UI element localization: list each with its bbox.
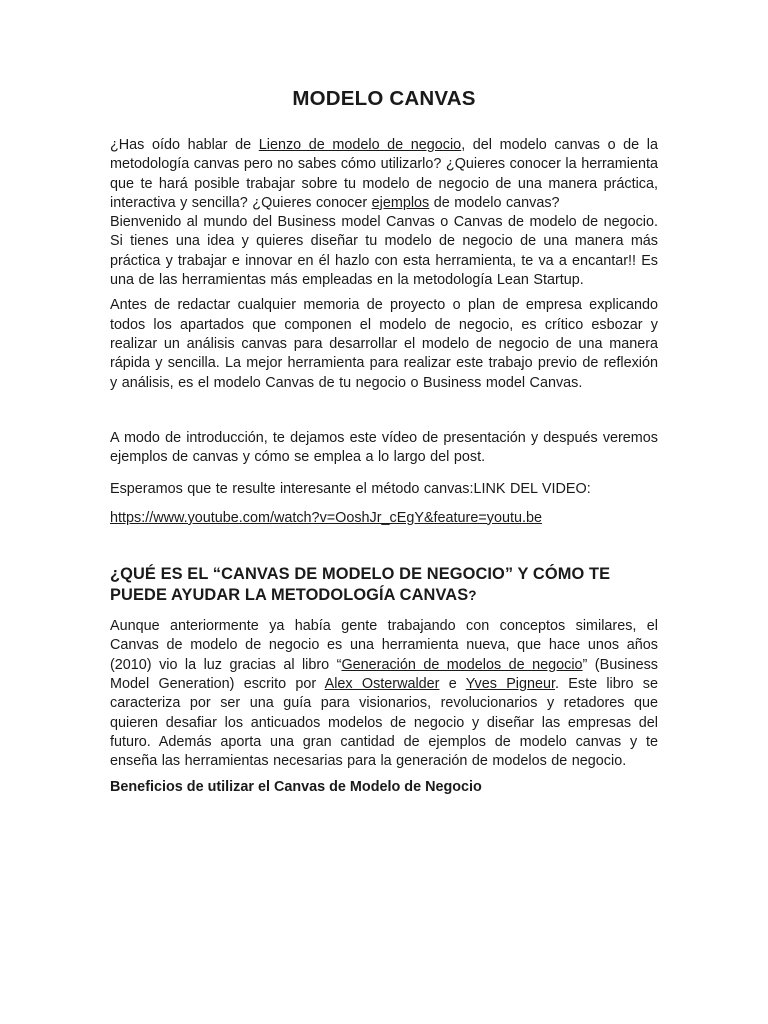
section-heading xyxy=(110,564,658,606)
history-text-4: . Este libro se caracteriza por ser una guía para visionarios, revolucionarios y retadores que quieren desafiar los anticuados modelos de negocio y diseñar las empresas del futuro. Además aporta una gran cantidad de ejemplos de modelo canvas y te enseña las herramientas necesarias para la generación de modelos de negocio. xyxy=(110,675,658,770)
memoria-paragraph: Antes de redactar cualquier memoria de proyecto o plan de empresa explicando todos los apartados que componen el modelo de negocio, es crítico esbozar y realizar un análisis canvas para desarrollar el modelo de negocio de una manera rápida y sencilla. La mejor herramienta para realizar este trabajo previo de reflexión y análisis, es el modelo Canvas de tu negocio o Business model Canvas. xyxy=(110,297,658,391)
osterwalder-link[interactable]: Alex Osterwalder xyxy=(324,675,440,692)
history-paragraph xyxy=(110,617,658,771)
benefits-subheading: Beneficios de utilizar el Canvas de Modelo de Negocio xyxy=(110,779,482,796)
history-text-3: e xyxy=(439,675,466,692)
pigneur-link[interactable]: Yves Pigneur xyxy=(465,675,556,692)
book-link[interactable]: Generación de modelos de negocio xyxy=(341,656,583,673)
intro-text-2: , del modelo canvas o de la metodología canvas pero no sabes cómo utilizarlo? ¿Quieres conocer la herramienta que te hará posible trabajar sobre tu modelo de negocio de una manera práctica, interactiva y sencilla? ¿Quieres conocer xyxy=(110,137,658,211)
intro-paragraph xyxy=(110,136,658,213)
section-heading-text: ¿QUÉ ES EL “CANVAS DE MODELO DE NEGOCIO” Y CÓMO TE PUEDE AYUDAR LA METODOLOGÍA CANVAS xyxy=(110,565,611,605)
intro-text-3: de modelo canvas? xyxy=(429,194,560,211)
history-text-2: ” (Business Model Generation) escrito por xyxy=(110,656,658,692)
ejemplos-link[interactable]: ejemplos xyxy=(371,194,430,211)
youtube-link[interactable]: https://www.youtube.com/watch?v=OoshJr_cEgY&feature=youtu.be xyxy=(110,509,542,526)
section-heading-mark: ? xyxy=(468,588,477,604)
video-url-paragraph xyxy=(110,509,658,528)
video-intro-paragraph: A modo de introducción, te dejamos este vídeo de presentación y después veremos ejemplos de canvas y cómo se emplea a lo largo del post. xyxy=(110,429,658,466)
intro-text-1: ¿Has oído hablar de xyxy=(110,137,259,153)
video-label-paragraph: Esperamos que te resulte interesante el método canvas:LINK DEL VIDEO: xyxy=(110,481,591,498)
page-title: MODELO CANVAS xyxy=(292,87,476,110)
document-body xyxy=(110,86,658,798)
welcome-paragraph: Bienvenido al mundo del Business model Canvas o Canvas de modelo de negocio. Si tienes una idea y quieres diseñar tu modelo de negocio de una manera más práctica y trabajar e innovar en él hazlo con esta herramienta, te va a encantar!! Es una de las herramientas más empleadas en la metodología Lean Startup. xyxy=(110,214,658,289)
lienzo-link[interactable]: Lienzo de modelo de negocio xyxy=(258,137,462,153)
history-text-1: Aunque anteriormente ya había gente trabajando con conceptos similares, el Canvas de modelo de negocio es una herramienta nueva, que hace unos años (2010) vio la luz gracias al libro “ xyxy=(110,618,658,673)
